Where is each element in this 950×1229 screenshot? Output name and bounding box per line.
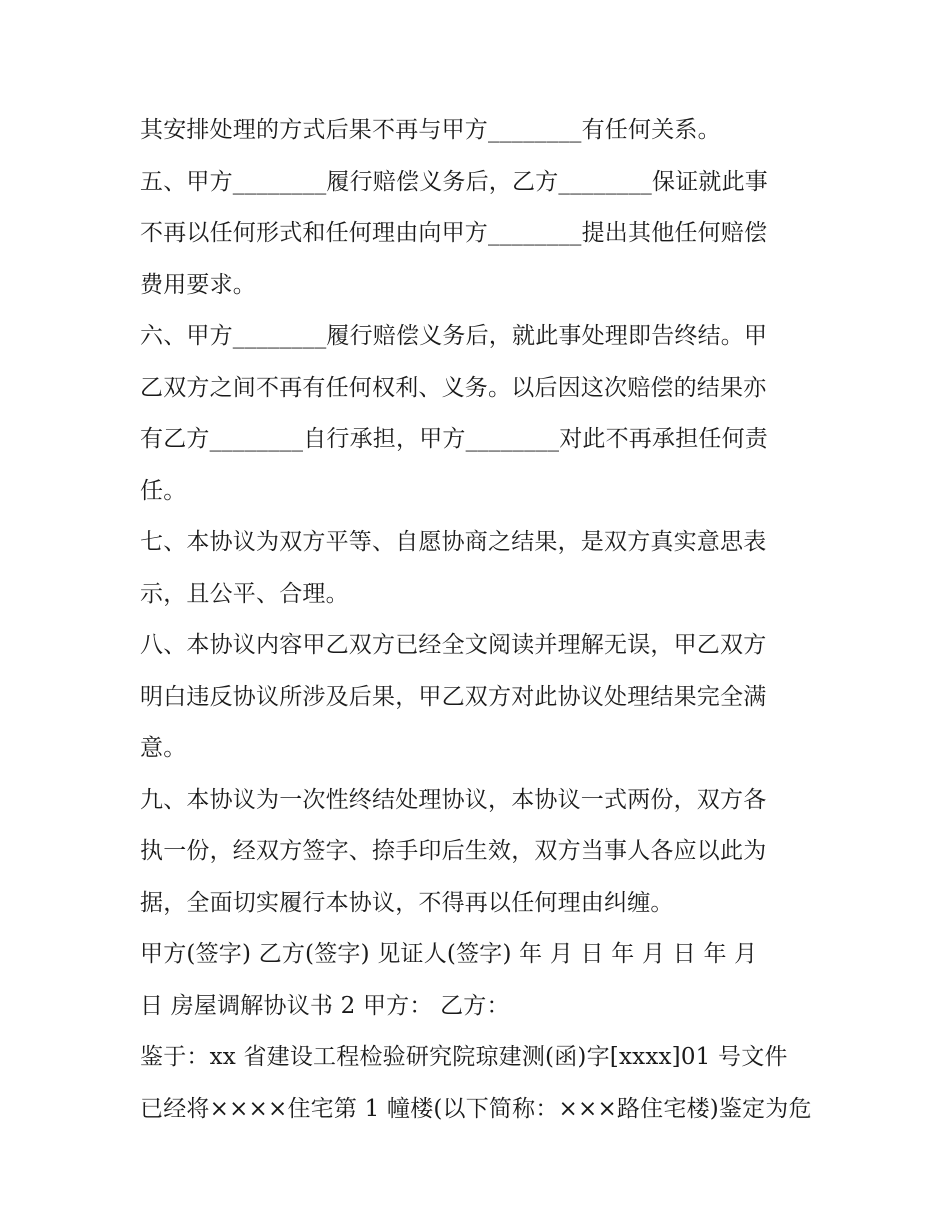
text-line: 已经将××××住宅第 1 幢楼(以下简称：×××路住宅楼)鉴定为危 [140, 1095, 812, 1122]
text-line: 八、本协议内容甲乙双方已经全文阅读并理解无误，甲乙双方 [140, 632, 767, 658]
text-line: 鉴于：xx 省建设工程检验研究院琼建测(函)字[xxxx]01 号文件 [140, 1044, 788, 1070]
text-line: 乙双方之间不再有任何权利、义务。以后因这次赔偿的结果亦 [140, 374, 767, 401]
text-line: 日 房屋调解协议书 2 甲方： 乙方： [140, 992, 510, 1019]
text-line: 执一份，经双方签字、捺手印后生效，双方当事人各应以此为 [140, 838, 767, 864]
text-line: 任。 [140, 477, 187, 504]
text-line: 明白违反协议所涉及后果，甲乙双方对此协议处理结果完全满 [140, 683, 767, 710]
text-line: 费用要求。 [140, 271, 256, 298]
text-line: 意。 [140, 735, 187, 761]
document-body [140, 105, 820, 1135]
text-line: 五、甲方________履行赔偿义务后，乙方________保证就此事 [140, 168, 768, 195]
text-line: 九、本协议为一次性终结处理协议，本协议一式两份，双方各 [140, 786, 767, 813]
text-line: 七、本协议为双方平等、自愿协商之结果，是双方真实意思表 [140, 529, 767, 555]
text-line: 其安排处理的方式后果不再与甲方________有任何关系。 [140, 117, 721, 143]
text-line: 示，且公平、合理。 [140, 580, 349, 607]
text-line: 不再以任何形式和任何理由向甲方________提出其他任何赔偿 [140, 220, 768, 246]
text-line: 有乙方________自行承担，甲方________对此不再承担任何责 [140, 426, 768, 452]
text-line: 六、甲方________履行赔偿义务后，就此事处理即告终结。甲 [140, 323, 768, 349]
text-line: 甲方(签字) 乙方(签字) 见证人(签字) 年 月 日 年 月 日 年 月 [140, 941, 758, 967]
text-line: 据，全面切实履行本协议，不得再以任何理由纠缠。 [140, 889, 674, 916]
